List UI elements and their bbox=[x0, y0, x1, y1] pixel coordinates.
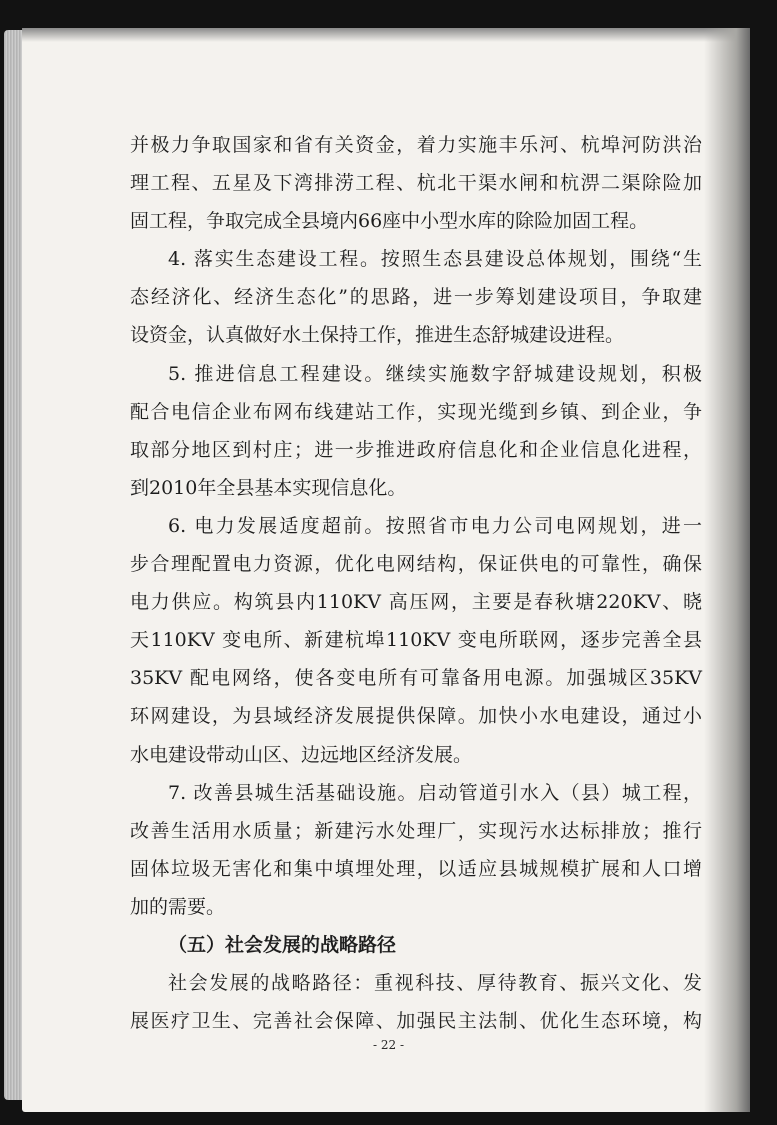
text-line: 设资金，认真做好水土保持工作，推进生态舒城建设进程。 bbox=[130, 324, 625, 347]
section-5-heading: （五）社会发展的战略路径 bbox=[168, 933, 397, 956]
text-line: 改善生活用水质量；新建污水处理厂，实现污水达标排放；推行 bbox=[130, 819, 702, 842]
text-line: 步合理配置电力资源，优化电网结构，保证供电的可靠性，确保 bbox=[130, 553, 702, 576]
text-line: 加的需要。 bbox=[130, 895, 226, 918]
item-4-heading-line: 4. 落实生态建设工程。按照生态县建设总体规划，围绕“生 bbox=[168, 248, 702, 271]
text-line: 电力供应。构筑县内110KV 高压网，主要是春秋塘220KV、晓 bbox=[130, 591, 702, 614]
text-line: 环网建设，为县域经济发展提供保障。加快小水电建设，通过小 bbox=[130, 705, 702, 728]
page-top-shadow bbox=[22, 28, 750, 42]
text-line: 天110KV 变电所、新建杭埠110KV 变电所联网，逐步完善全县 bbox=[130, 629, 702, 652]
item-5-heading-line: 5. 推进信息工程建设。继续实施数字舒城建设规划，积极 bbox=[168, 362, 702, 385]
page-body bbox=[130, 126, 702, 1040]
text-line: 35KV 配电网络，使各变电所有可靠备用电源。加强城区35KV bbox=[130, 667, 702, 690]
item-6-heading-line: 6. 电力发展适度超前。按照省市电力公司电网规划，进一 bbox=[168, 514, 702, 537]
text-line: 展医疗卫生、完善社会保障、加强民主法制、优化生态环境，构 bbox=[130, 1010, 702, 1033]
text-line: 到2010年全县基本实现信息化。 bbox=[130, 476, 407, 499]
item-7-heading-line: 7. 改善县城生活基础设施。启动管道引水入（县）城工程， bbox=[168, 781, 702, 804]
text-line: 态经济化、经济生态化”的思路，进一步筹划建设项目，争取建 bbox=[130, 286, 702, 309]
text-line: 理工程、五星及下湾排涝工程、杭北干渠水闸和杭淠二渠除险加 bbox=[130, 172, 702, 195]
page-gutter-shadow bbox=[704, 28, 750, 1112]
text-line: 取部分地区到村庄；进一步推进政府信息化和企业信息化进程， bbox=[130, 438, 702, 461]
text-line: 配合电信企业布网布线建站工作，实现光缆到乡镇、到企业，争 bbox=[130, 400, 702, 423]
page-number: - 22 - bbox=[372, 1038, 404, 1052]
text-line: 并极力争取国家和省有关资金，着力实施丰乐河、杭埠河防洪治 bbox=[130, 134, 702, 156]
text-line: 社会发展的战略路径：重视科技、厚待教育、振兴文化、发 bbox=[168, 972, 702, 995]
text-line: 水电建设带动山区、边远地区经济发展。 bbox=[130, 743, 473, 766]
text-line: 固工程，争取完成全县境内66座中小型水库的除险加固工程。 bbox=[130, 210, 649, 233]
text-line: 固体垃圾无害化和集中填埋处理，以适应县城规模扩展和人口增 bbox=[130, 857, 702, 880]
